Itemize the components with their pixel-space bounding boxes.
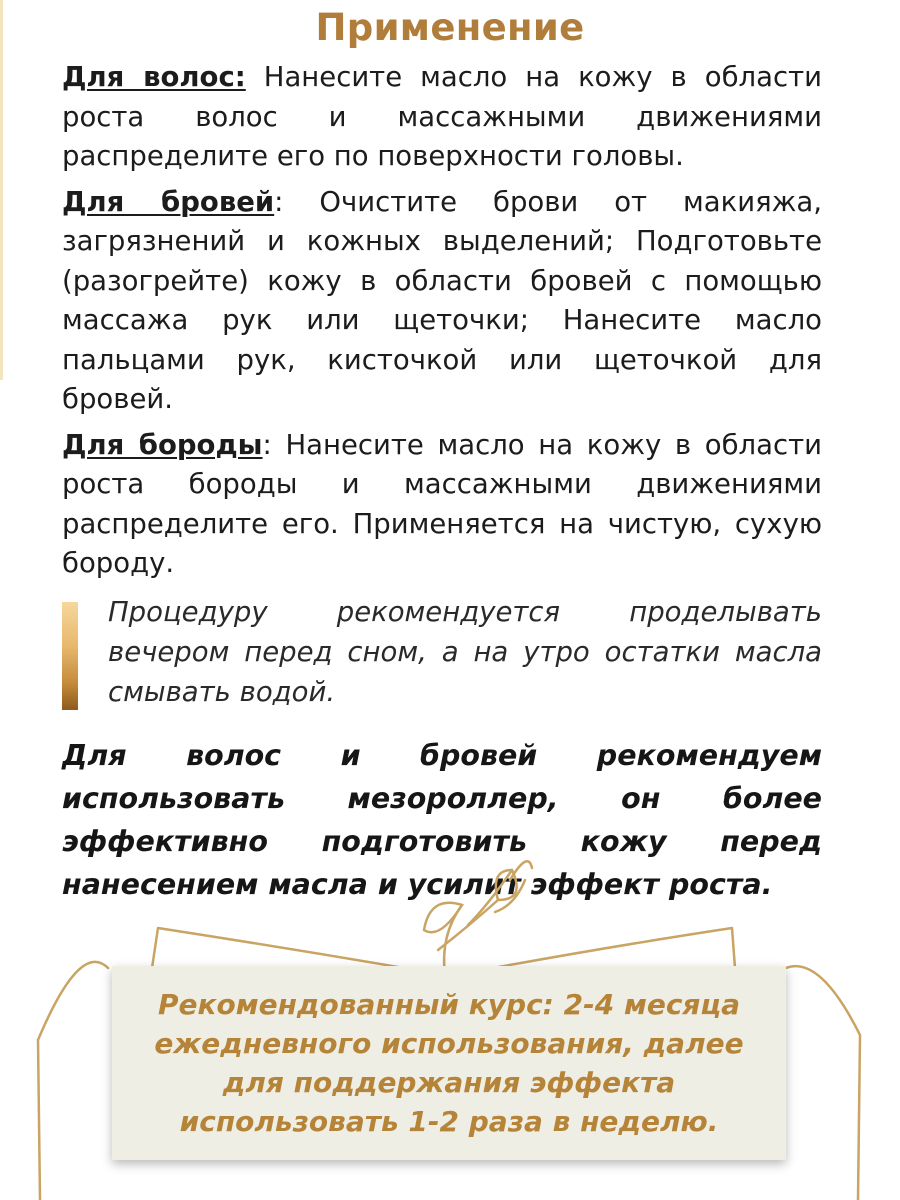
- leaf-sprig-icon: [424, 861, 532, 975]
- frame-line-left-outer: [38, 962, 108, 1200]
- hair-text: Нанесите масло на кожу в области роста волос и массажными движениями распределите его по поверхности головы.: [62, 61, 822, 172]
- recommendation-text: Для волос и бровей рекомендуем использовать мезороллер, он более эффективно подготовить кожу перед нанесением масла и усилит эффект роста.: [62, 738, 822, 901]
- brows-label: Для бровей: [62, 185, 275, 218]
- tip-text: Процедуру рекомендуется проделывать вечером перед сном, а на утро остатки масла смывать водой.: [108, 595, 822, 708]
- course-box: [112, 966, 786, 1160]
- frame-line-right-outer: [786, 966, 860, 1200]
- beard-text: : Нанесите масло на кожу в области роста бороды и массажными движениями распределите его. Применяется на чистую, сухую бороду.: [62, 428, 822, 579]
- course-text: Рекомендованный курс: 2-4 месяца ежедневного использования, далее для поддержания эффекта использовать 1-2 раза в неделю.: [154, 988, 744, 1138]
- page-title: Применение: [315, 6, 585, 49]
- hair-label: Для волос:: [62, 61, 246, 93]
- brows-text: : Очистите брови от макияжа, загрязнений и кожных выделений; Подготовьте (разогрейте) кожу в области бровей с помощью массажа рук или щеточки; Нанесите масло пальцами рук, кисточкой или щеточкой для бровей.: [62, 185, 822, 415]
- beard-label: Для бороды: [62, 428, 263, 461]
